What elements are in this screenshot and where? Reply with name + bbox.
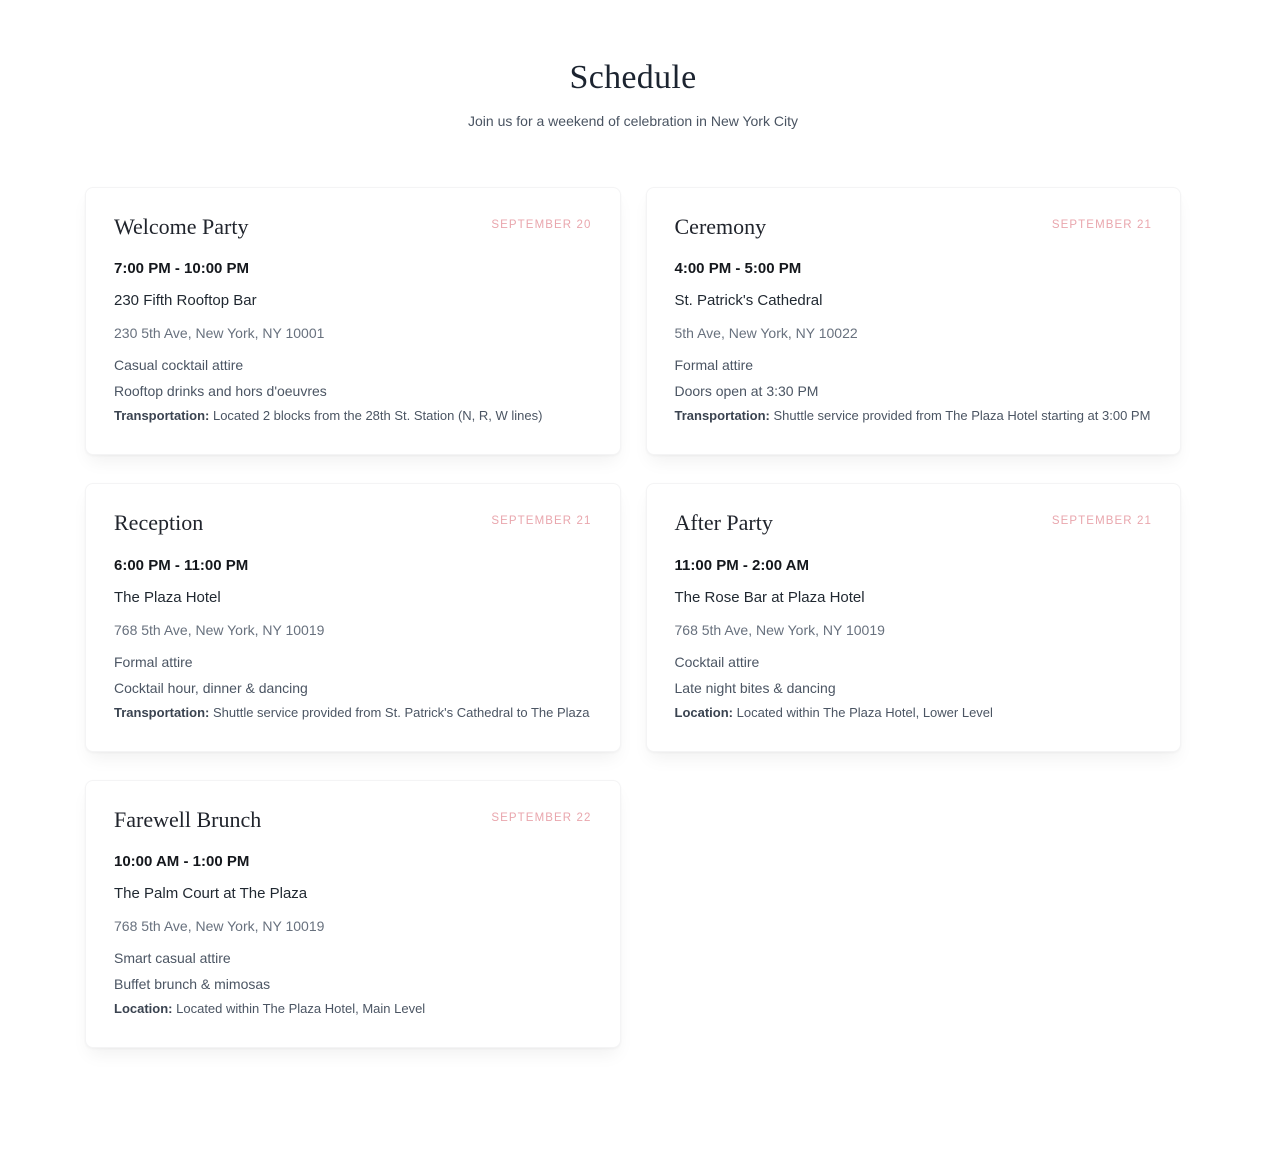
event-venue: The Rose Bar at Plaza Hotel: [674, 588, 865, 606]
event-note-label: Transportation:: [114, 408, 210, 424]
event-address: 768 5th Ave, New York, NY 10019: [114, 918, 325, 935]
event-note: [114, 704, 592, 721]
event-time: 10:00 AM - 1:00 PM: [114, 853, 250, 871]
event-time: 4:00 PM - 5:00 PM: [674, 260, 802, 278]
event-date-badge: SEPTEMBER 21: [491, 515, 592, 528]
event-attire: Cocktail attire: [674, 653, 760, 670]
event-address: 230 5th Ave, New York, NY 10001: [114, 325, 325, 342]
event-time: 11:00 PM - 2:00 AM: [674, 556, 809, 574]
event-card-header: [114, 509, 592, 537]
event-attire: Formal attire: [674, 357, 754, 374]
event-note-text: Located 2 blocks from the 28th St. Station (N, R, W lines): [212, 408, 543, 424]
event-attire: Smart casual attire: [114, 950, 231, 967]
event-card-header: [114, 806, 592, 834]
event-note-label: Transportation:: [114, 704, 210, 720]
events-grid: [85, 187, 1181, 1169]
event-note-label: Location:: [674, 704, 733, 720]
event-description: Cocktail hour, dinner & dancing: [114, 679, 308, 696]
event-time: 6:00 PM - 11:00 PM: [114, 556, 249, 574]
event-description: Doors open at 3:30 PM: [674, 383, 819, 400]
page-subtitle: Join us for a weekend of celebration in New York City: [468, 112, 798, 129]
event-date-badge: SEPTEMBER 21: [1051, 218, 1152, 231]
event-venue: The Plaza Hotel: [114, 588, 221, 606]
event-card-ceremony: [646, 187, 1182, 456]
event-note-label: Location:: [114, 1001, 173, 1017]
event-title: Reception: [114, 510, 204, 536]
event-title: Ceremony: [674, 213, 767, 239]
event-card-header: [675, 213, 1153, 241]
event-note-text: Shuttle service provided from The Plaza Hotel starting at 3:00 PM: [773, 408, 1151, 424]
event-title: Farewell Brunch: [114, 806, 262, 832]
event-address: 5th Ave, New York, NY 10022: [674, 325, 858, 342]
event-note: [114, 1000, 592, 1017]
event-description: Rooftop drinks and hors d'oeuvres: [114, 383, 327, 400]
event-card-reception: [85, 483, 621, 752]
event-time: 7:00 PM - 10:00 PM: [114, 260, 250, 278]
event-title: After Party: [674, 510, 773, 536]
page-header: [0, 0, 1266, 130]
event-description: Buffet brunch & mimosas: [114, 976, 271, 993]
event-note-text: Shuttle service provided from St. Patrick's Cathedral to The Plaza: [212, 704, 590, 720]
event-note: [114, 407, 592, 424]
event-date-badge: SEPTEMBER 20: [491, 218, 592, 231]
event-address: 768 5th Ave, New York, NY 10019: [114, 621, 325, 638]
event-venue: St. Patrick's Cathedral: [674, 292, 823, 310]
event-note: [675, 704, 1153, 721]
event-note-text: Located within The Plaza Hotel, Main Level: [176, 1001, 426, 1017]
event-date-badge: SEPTEMBER 22: [491, 811, 592, 824]
page-title: Schedule: [569, 59, 697, 96]
event-note-text: Located within The Plaza Hotel, Lower Level: [736, 704, 993, 720]
event-venue: The Palm Court at The Plaza: [114, 885, 308, 903]
event-title: Welcome Party: [114, 213, 249, 239]
event-attire: Formal attire: [114, 653, 193, 670]
event-card-header: [114, 213, 592, 241]
event-note-label: Transportation:: [674, 408, 770, 424]
event-address: 768 5th Ave, New York, NY 10019: [674, 621, 885, 638]
event-card-farewell-brunch: [85, 780, 621, 1049]
event-description: Late night bites & dancing: [674, 679, 836, 696]
event-venue: 230 Fifth Rooftop Bar: [114, 292, 257, 310]
event-note: [675, 407, 1153, 424]
event-card-header: [675, 509, 1153, 537]
event-card-welcome-party: [85, 187, 621, 456]
event-date-badge: SEPTEMBER 21: [1051, 515, 1152, 528]
event-attire: Casual cocktail attire: [114, 357, 244, 374]
event-card-after-party: [646, 483, 1182, 752]
